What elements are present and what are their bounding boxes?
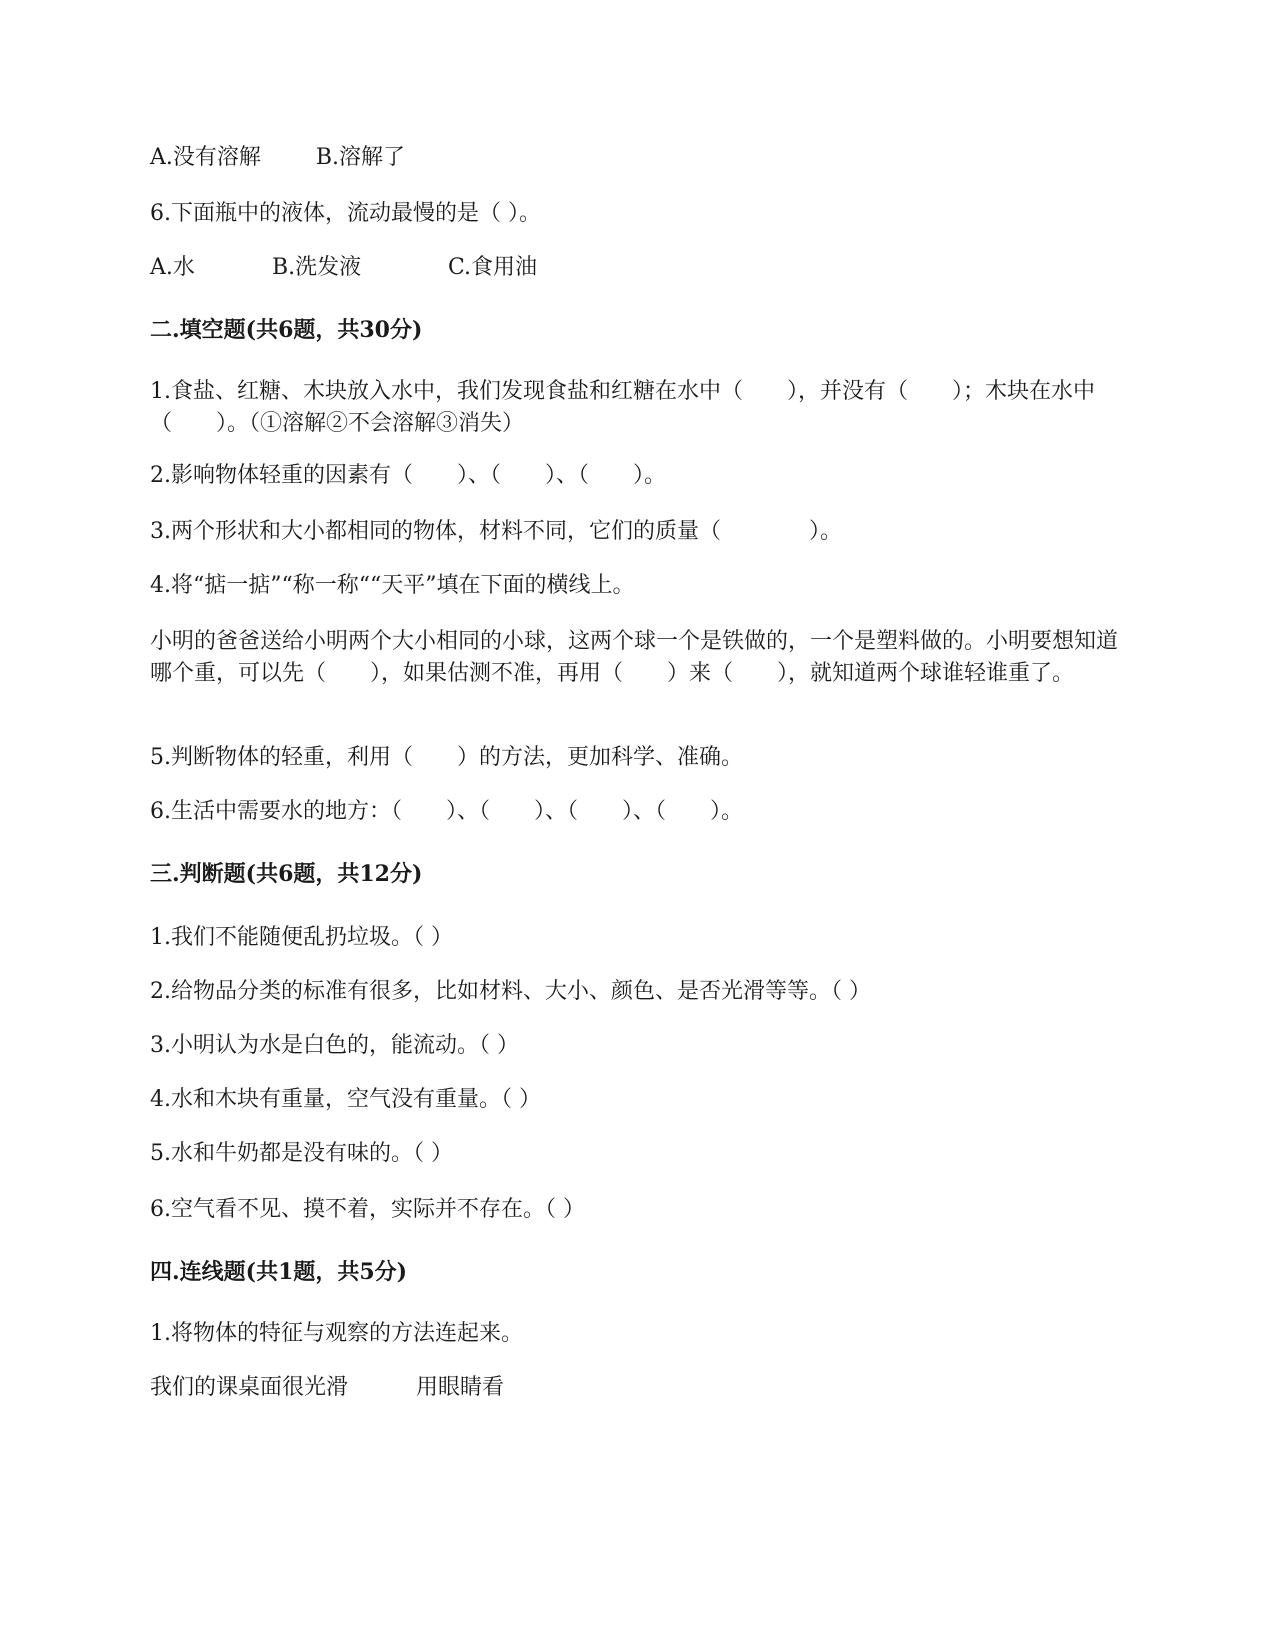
q5-option-b: B.溶解了 [315, 145, 406, 170]
q6-options [150, 252, 538, 284]
judge-question-4: 4.水和木块有重量，空气没有重量。（ ） [150, 1087, 541, 1112]
match-right-item: 用眼睛看 [416, 1375, 505, 1400]
match-left-item: 我们的课桌面很光滑 [150, 1375, 349, 1400]
q6-question: 6.下面瓶中的液体，流动最慢的是（ ）。 [150, 201, 541, 226]
judge-question-3: 3.小明认为水是白色的，能流动。（ ） [150, 1033, 519, 1058]
q6-option-c: C.食用油 [448, 255, 538, 280]
judge-question-2: 2.给物品分类的标准有很多，比如材料、大小、颜色、是否光滑等等。（ ） [150, 979, 871, 1004]
q5-options [150, 142, 405, 174]
section-heading-fill-in: 二.填空题(共6题，共30分) [150, 317, 423, 343]
section-heading-true-false: 三.判断题(共6题，共12分) [150, 861, 423, 887]
match-question-1: 1.将物体的特征与观察的方法连起来。 [150, 1321, 523, 1346]
fill-question-5: 5.判断物体的轻重，利用（ ）的方法，更加科学、准确。 [150, 745, 743, 770]
section-heading-matching: 四.连线题(共1题，共5分) [150, 1259, 408, 1285]
fill-question-6: 6.生活中需要水的地方：（ ）、（ ）、（ ）、（ ）。 [150, 799, 743, 824]
fill-question-4-passage: 小明的爸爸送给小明两个大小相同的小球，这两个球一个是铁做的，一个是塑料做的。小明要想知道哪个重，可以先（ ），如果估测不准，再用（ ）来（ ），就知道两个球谁轻谁重了。 [150, 629, 1119, 686]
judge-question-1: 1.我们不能随便乱扔垃圾。（ ） [150, 925, 453, 950]
exam-page [150, 0, 1130, 1650]
fill-question-3: 3.两个形状和大小都相同的物体，材料不同，它们的质量（ ）。 [150, 519, 842, 544]
q5-option-a: A.没有溶解 [150, 145, 261, 170]
q6-option-a: A.水 [150, 255, 195, 280]
match-pair-row [150, 1372, 505, 1404]
judge-question-6: 6.空气看不见、摸不着，实际并不存在。（ ） [150, 1197, 585, 1222]
fill-question-4: 4.将“掂一掂”“称一称““天平”填在下面的横线上。 [150, 573, 635, 598]
judge-question-5: 5.水和牛奶都是没有味的。（ ） [150, 1141, 453, 1166]
fill-question-2: 2.影响物体轻重的因素有（ ）、（ ）、（ ）。 [150, 463, 666, 488]
fill-question-1: 1.食盐、红糖、木块放入水中，我们发现食盐和红糖在水中（ ），并没有（ ）；木块在水中（ ）。（①溶解②不会溶解③消失） [150, 379, 1095, 436]
q6-option-b: B.洗发液 [272, 255, 362, 280]
